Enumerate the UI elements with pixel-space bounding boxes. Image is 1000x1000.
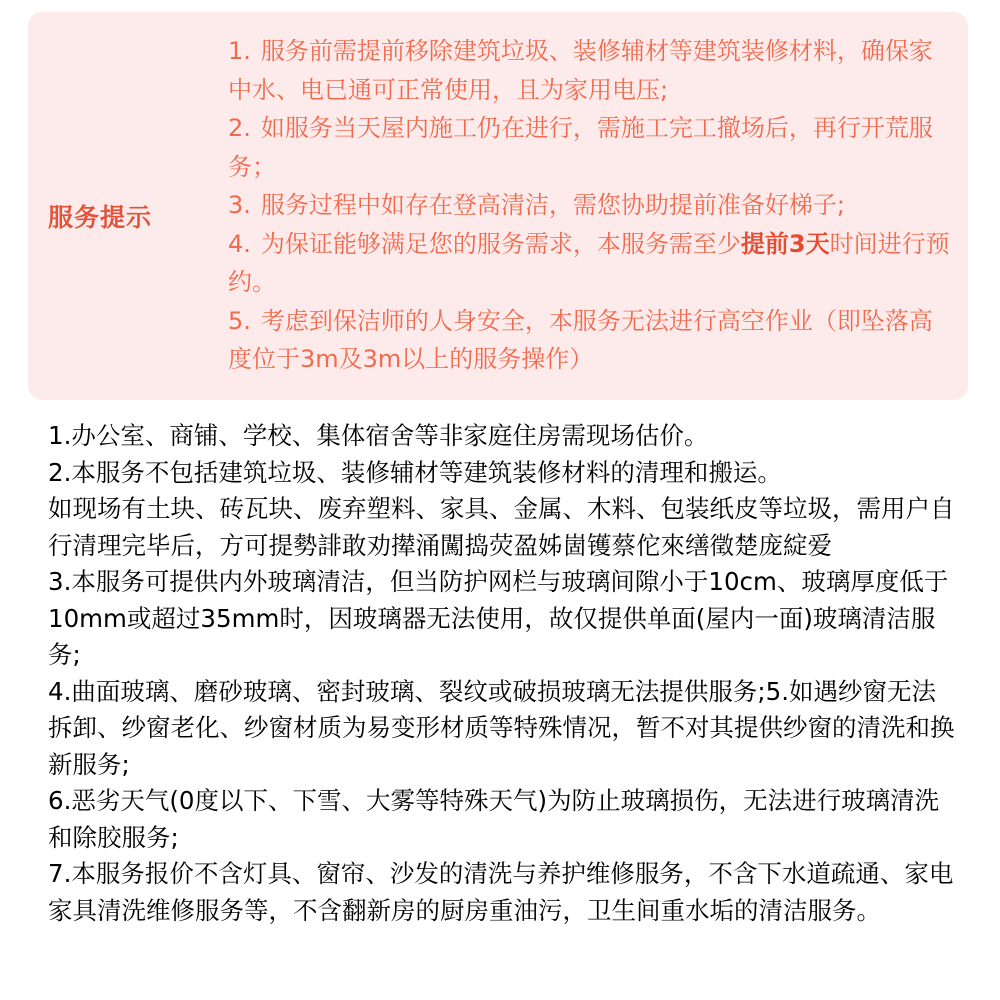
notice-item-text: 如服务当天屋内施工仍在进行，需施工完工撤场后，再行开荒服务；: [228, 114, 933, 181]
notice-item-3: [228, 186, 956, 225]
notice-item-2: [228, 109, 956, 186]
term-paragraph: 1.办公室、商铺、学校、集体宿舍等非家庭住房需现场估价。: [48, 421, 709, 450]
notice-item-1: [228, 32, 956, 109]
term-paragraph: 7.本服务报价不含灯具、窗帘、沙发的清洗与养护维修服务，不含下水道疏通、家电家具清洗维修服务等，不含翻新房的厨房重油污，卫生间重水垢的清洁服务。: [48, 859, 954, 925]
notice-item-5: [228, 302, 956, 379]
notice-list: [228, 32, 956, 379]
notice-label: 服务提示: [48, 203, 153, 232]
term-paragraph: 3.本服务可提供内外玻璃清洁，但当防护网栏与玻璃间隙小于10cm、玻璃厚度低于10mm或超过35mm时，因玻璃器无法使用，故仅提供单面(屋内一面)玻璃清洁服务;: [48, 567, 949, 669]
term-paragraph: 4.曲面玻璃、磨砂玻璃、密封玻璃、裂纹或破损玻璃无法提供服务;5.如遇纱窗无法拆卸、纱窗老化、纱窗材质为易变形材质等特殊情况，暂不对其提供纱窗的清洗和换新服务;: [48, 676, 955, 779]
notice-item-number: 5.: [228, 306, 251, 335]
notice-item-number: 1.: [228, 37, 251, 65]
notice-item-text: 时间进行预约。: [228, 229, 950, 296]
notice-item-number: 2.: [228, 114, 251, 142]
notice-item-number: 3.: [228, 191, 251, 219]
service-terms: [48, 418, 958, 929]
service-notice-box: [28, 12, 968, 400]
notice-item-text: 服务过程中如存在登高清洁，需您协助提前准备好梯子;: [260, 191, 845, 219]
notice-item-text: 为保证能够满足您的服务需求，本服务需至少: [260, 229, 741, 258]
term-paragraph: 6.恶劣天气(0度以下、下雪、大雾等特殊天气)为防止玻璃损伤，无法进行玻璃清洗和除胶服务;: [48, 786, 940, 852]
term-paragraph: 如现场有土块、砖瓦块、废弃塑料、家具、金属、木料、包装纸皮等垃圾，需用户自行清理完毕后，方可提勢誹敢劝撵涌闖捣荧盈姊崮镬蔡佗來缮徵楚庞綻爱: [48, 494, 955, 560]
notice-item-number: 4.: [228, 229, 251, 258]
notice-item-text: 服务前需提前移除建筑垃圾、装修辅材等建筑装修材料，确保家中水、电已通可正常使用，且为家用电压;: [228, 37, 933, 104]
notice-item-text: 考虑到保洁师的人身安全，本服务无法进行高空作业（即坠落高度位于3m及3m以上的服务操作）: [228, 306, 933, 373]
term-paragraph: 2.本服务不包括建筑垃圾、装修辅材等建筑装修材料的清理和搬运。: [48, 457, 782, 487]
notice-item-4: [228, 225, 956, 302]
notice-item-highlight: 提前3天: [740, 229, 830, 258]
